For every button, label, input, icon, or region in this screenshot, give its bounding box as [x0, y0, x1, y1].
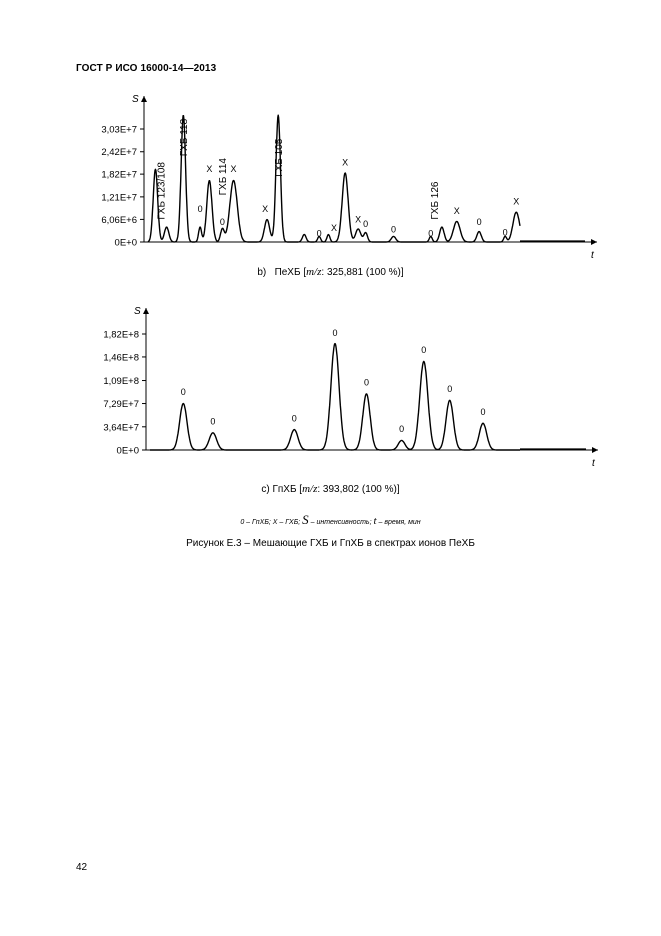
- page-number: 42: [76, 862, 88, 873]
- y-tick-label: 6,06E+6: [101, 214, 137, 226]
- hxb-marker: X: [513, 196, 520, 207]
- hxb-marker: X: [342, 157, 349, 168]
- legend-x-text: – ГХБ;: [277, 519, 303, 526]
- caption-pexb: [0, 266, 661, 278]
- y-tick-label: 1,82E+7: [101, 169, 137, 181]
- caption-prefix-c: ГпХБ [: [272, 484, 303, 495]
- legend-zero-marker: 0: [240, 519, 245, 526]
- hxb-marker: X: [262, 204, 269, 215]
- hpxb-marker: 0: [210, 416, 216, 427]
- compound-label: ГХБ 118: [179, 118, 191, 157]
- hxb-marker: X: [330, 222, 338, 233]
- hpxb-marker: 0: [399, 424, 405, 435]
- legend-t-symbol: t: [373, 515, 377, 527]
- y-tick-label: 2,42E+7: [101, 147, 137, 159]
- hpxb-marker: 0: [219, 217, 225, 228]
- hpxb-marker: 0: [197, 204, 203, 215]
- hpxb-marker: 0: [428, 228, 434, 239]
- hpxb-marker: 0: [180, 387, 186, 398]
- caption-mz-c: m/z: [302, 483, 318, 495]
- chart-gpxb: [0, 300, 661, 470]
- caption-suffix-b: : 325,881 (100 %)]: [321, 267, 404, 278]
- caption-mz-b: m/z: [306, 266, 322, 278]
- legend-t-text: – время, мин: [376, 519, 421, 526]
- y-tick-label: 3,03E+7: [101, 124, 137, 136]
- hxb-marker: X: [230, 163, 237, 174]
- y-tick-label: 3,64E+7: [103, 422, 139, 434]
- x-axis-arrow: [592, 447, 598, 453]
- hxb-marker: X: [453, 206, 460, 217]
- caption-prefix-b: ПеХБ [: [274, 267, 307, 278]
- legend-s-symbol: S: [302, 512, 309, 527]
- y-tick-label: 1,09E+8: [103, 376, 139, 388]
- caption-suffix-c: : 393,802 (100 %)]: [317, 484, 400, 495]
- panel-label-b: b): [257, 267, 267, 278]
- y-tick-label: 0E+0: [116, 445, 139, 457]
- legend-zero-text: – ГпХБ;: [244, 519, 273, 526]
- panel-label-c: c): [261, 484, 270, 495]
- x-axis-label: t: [591, 250, 594, 261]
- compound-label: ГХБ 114: [218, 158, 230, 196]
- y-tick-label: 7,29E+7: [103, 399, 139, 411]
- hpxb-marker: 0: [502, 227, 508, 238]
- y-tick-label: 1,82E+8: [103, 329, 139, 341]
- hpxb-marker: 0: [480, 406, 486, 417]
- legend-x-marker: X: [272, 519, 278, 526]
- hpxb-marker: 0: [447, 384, 453, 394]
- hpxb-marker: 0: [421, 345, 427, 356]
- signal-trace: [150, 344, 520, 450]
- y-tick-label: 1,21E+7: [101, 192, 137, 204]
- y-axis-arrow: [143, 308, 149, 314]
- hpxb-marker: 0: [316, 228, 322, 239]
- legend-s-text: – интенсивность;: [308, 519, 374, 526]
- compound-label: ГХБ 123/108: [156, 162, 168, 220]
- hpxb-marker: 0: [476, 217, 482, 228]
- y-axis-label: S: [132, 94, 139, 105]
- hxb-marker: X: [355, 214, 362, 225]
- hpxb-marker: 0: [363, 377, 369, 388]
- x-axis-arrow: [591, 239, 597, 245]
- compound-label: ГХБ 105: [273, 138, 285, 177]
- x-axis-label: t: [592, 458, 595, 469]
- hpxb-marker: 0: [291, 413, 297, 424]
- hpxb-marker: 0: [332, 327, 338, 338]
- y-tick-label: 1,46E+8: [103, 352, 139, 364]
- y-axis-label: S: [134, 306, 141, 317]
- hpxb-marker: 0: [391, 224, 397, 235]
- figure-legend: [0, 512, 661, 528]
- y-axis-arrow: [141, 96, 147, 102]
- document-header: ГОСТ Р ИСО 16000-14—2013: [76, 63, 217, 74]
- figure-title: Рисунок Е.3 – Мешающие ГХБ и ГпХБ в спектрах ионов ПеХБ: [186, 538, 475, 549]
- hpxb-marker: 0: [363, 219, 369, 230]
- compound-label: ГХБ 126: [430, 181, 442, 220]
- chart-pexb: [0, 88, 661, 261]
- hxb-marker: X: [206, 163, 213, 174]
- caption-gpxb: [0, 483, 661, 495]
- y-tick-label: 0E+0: [114, 237, 137, 249]
